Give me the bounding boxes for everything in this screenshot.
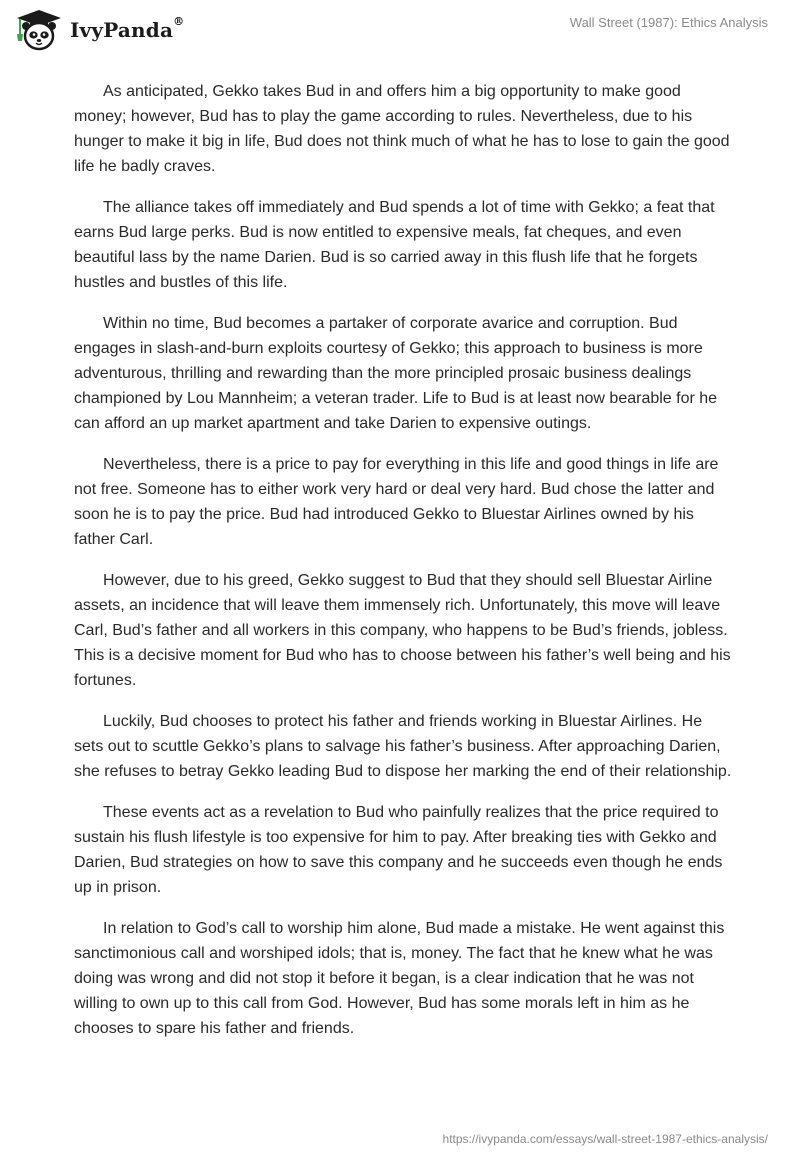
page-header: [0, 0, 800, 60]
essay-body: [74, 79, 734, 1057]
registered-mark: ®: [173, 15, 185, 28]
essay-paragraph: The alliance takes off immediately and Bud spends a lot of time with Gekko; a feat that earns Bud large perks. Bud is now entitled to expensive meals, fat cheques, and even beautiful lass by the name Darien. Bud is so carried away in this flush life that he forgets hustles and bustles of this life.: [74, 199, 715, 291]
essay-paragraph: Luckily, Bud chooses to protect his father and friends working in Bluestar Airlines. He sets out to scuttle Gekko’s plans to salvage his father’s business. After approaching Darien, she refuses to betray Gekko leading Bud to dispose her marking the end of their relationship.: [74, 713, 732, 780]
brand-name: IvyPanda®: [70, 15, 185, 42]
ivypanda-logo[interactable]: [14, 8, 184, 52]
essay-paragraph: As anticipated, Gekko takes Bud in and offers him a big opportunity to make good money; however, Bud has to play the game according to rules. Nevertheless, due to his hunger to make it big in life, Bud does not think much of what he has to lose to gain the good life he badly craves.: [74, 83, 730, 175]
essay-paragraph: However, due to his greed, Gekko suggest to Bud that they should sell Bluestar Airline assets, an incidence that will leave them immensely rich. Unfortunately, this move will leave Carl, Bud’s father and all workers in this company, who happens to be Bud’s friends, jobless. This is a decisive moment for Bud who has to choose between his father’s well being and his fortunes.: [74, 572, 731, 689]
source-url-link[interactable]: https://ivypanda.com/essays/wall-street-1987-ethics-analysis/: [442, 1132, 768, 1146]
essay-paragraph: Nevertheless, there is a price to pay for everything in this life and good things in life are not free. Someone has to either work very hard or deal very hard. Bud chose the latter and soon he is to pay the price. Bud had introduced Gekko to Bluestar Airlines owned by his father Carl.: [74, 456, 719, 548]
essay-paragraph: These events act as a revelation to Bud who painfully realizes that the price required to sustain his flush lifestyle is too expensive for him to pay. After breaking ties with Gekko and Darien, Bud strategies on how to save this company and he succeeds even though he ends up in prison.: [74, 804, 723, 896]
document-title: Wall Street (1987): Ethics Analysis: [569, 15, 768, 30]
essay-paragraph: In relation to God’s call to worship him alone, Bud made a mistake. He went against this sanctimonious call and worshiped idols; that is, money. The fact that he knew what he was doing was wrong and did not stop it before it began, is a clear indication that he was not willing to own up to this call from God. However, Bud has some morals left in him as he chooses to spare his father and friends.: [74, 920, 725, 1037]
panda-graduate-icon: [14, 8, 64, 52]
essay-paragraph: Within no time, Bud becomes a partaker of corporate avarice and corruption. Bud engages in slash-and-burn exploits courtesy of Gekko; this approach to business is more adventurous, thrilling and rewarding than the more principled prosaic business dealings championed by Lou Mannheim; a veteran trader. Life to Bud is at least now bearable for he can afford an up market apartment and take Darien to expensive outings.: [74, 315, 718, 432]
